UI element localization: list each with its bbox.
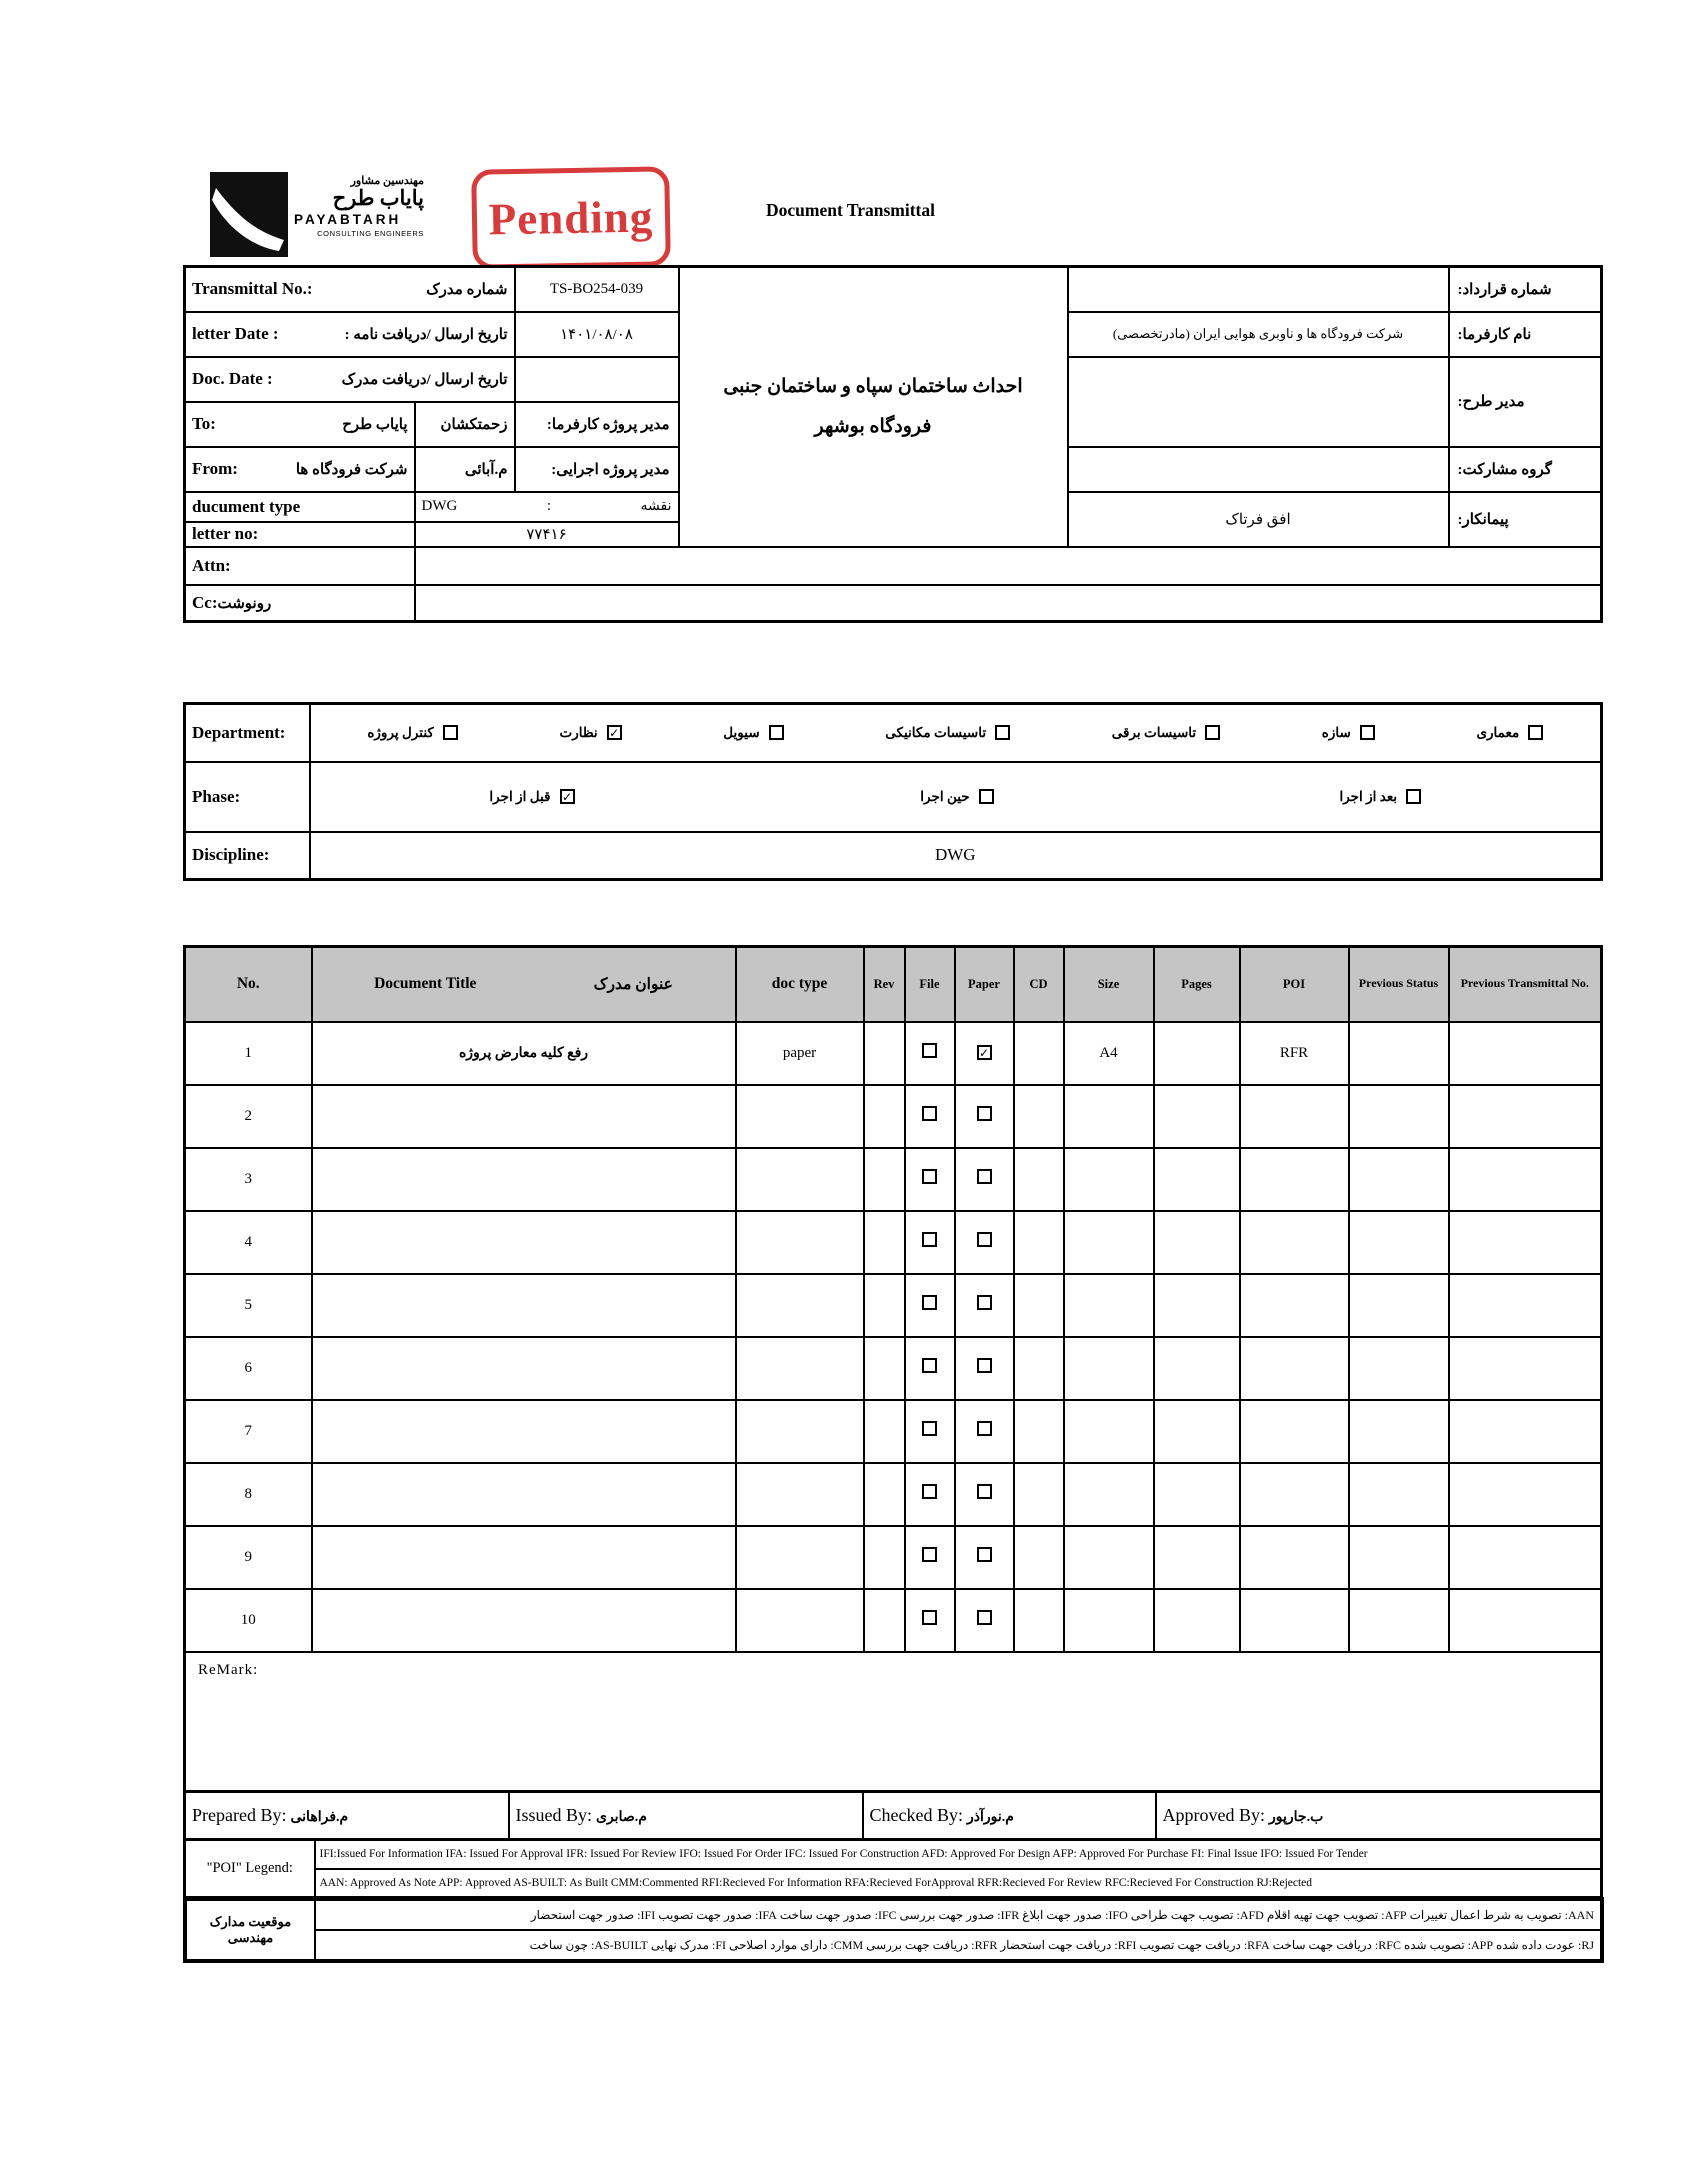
cell-file [905,1337,955,1400]
phase-option-label: حین اجرا [920,788,970,804]
cell-size [1064,1526,1154,1589]
cc-label: Cc: [192,592,218,612]
cell-size [1064,1274,1154,1337]
cell-paper [955,1085,1014,1148]
cell-pages [1154,1589,1240,1652]
poi-legend-table [183,1838,1603,1899]
table-row [185,1526,1602,1589]
logo-text [294,172,424,267]
cell-paper [955,1526,1014,1589]
table-row [185,1337,1602,1400]
cell-rev [864,1274,905,1337]
doc-date-value [515,357,679,402]
jv-group-label: گروه مشارکت: [1449,447,1602,492]
cell-rev [864,1589,905,1652]
cell-prev_status [1349,1274,1449,1337]
cell-size [1064,1337,1154,1400]
letter-date-value: ۱۴۰۱/۰۸/۰۸ [515,312,679,357]
to-cell [185,402,415,447]
doc-type-value-cell [415,492,679,522]
cell-size [1064,1589,1154,1652]
cell-prev_transmittal [1449,1148,1602,1211]
to-person: زحمتکشان [415,402,515,447]
cell-prev_status [1349,1085,1449,1148]
cell-no: 1 [185,1022,312,1085]
contract-no-value [1068,267,1449,312]
cell-prev_status [1349,1148,1449,1211]
department-option-label: معماری [1476,724,1520,740]
cc-value [415,585,1602,622]
phase-checkbox[interactable] [560,789,575,804]
cell-prev_transmittal [1449,1211,1602,1274]
contractor-value: افق فرتاک [1068,492,1449,547]
poi-legend-line1: IFI:Issued For Information IFA: Issued For Approval IFR: Issued For Review IFO: Issued For Order IFC: Issued For Construction AFD: Approved For Design AFP: Approved For Purchase FI: Final Issue IFO: Issued For Tender [315,1840,1602,1869]
cell-doc_type [736,1148,864,1211]
cell-no: 9 [185,1526,312,1589]
from-person: م.آبائی [415,447,515,492]
contract-no-label: شماره قرارداد: [1449,267,1602,312]
header-title-fa: عنوان مدرک [593,975,673,993]
cell-file [905,1463,955,1526]
department-option-label: تاسیسات مکانیکی [885,724,987,740]
file-checkbox[interactable] [922,1547,937,1562]
payabtarh-logo [210,172,510,267]
signature-table [183,1790,1603,1841]
fa-legend-label: موقعیت مدارک مهندسی [185,1899,315,1961]
cell-rev [864,1463,905,1526]
cell-paper [955,1337,1014,1400]
cell-paper [955,1022,1014,1085]
paper-checkbox[interactable] [977,1358,992,1373]
cell-prev_status [1349,1022,1449,1085]
header-previous-status: Previous Status [1349,947,1449,1022]
letter-date-label: letter Date : [192,324,279,343]
letter-no-label: letter no: [192,524,259,543]
department-option [885,725,1010,741]
cell-no: 10 [185,1589,312,1652]
cell-poi [1240,1589,1349,1652]
cell-rev [864,1211,905,1274]
cell-poi [1240,1400,1349,1463]
checked-by-cell [863,1792,1156,1840]
pending-stamp-text: Pending [488,191,654,245]
attn-label-cell [185,547,415,585]
phase-checkbox[interactable] [979,789,994,804]
logo-en-name: PAYABTARH [294,212,402,228]
doc-type-value: DWG [421,498,458,514]
paper-checkbox[interactable] [977,1106,992,1121]
phase-option [1339,789,1421,805]
project-title-line1: احداث ساختمان سپاه و ساختمان جنبی [723,375,1023,397]
cell-cd [1014,1148,1064,1211]
cell-prev_transmittal [1449,1022,1602,1085]
project-title-line2: فرودگاه بوشهر [814,415,932,437]
cell-rev [864,1337,905,1400]
cell-doc_type [736,1526,864,1589]
cell-cd [1014,1022,1064,1085]
jv-group-value [1068,447,1449,492]
cell-pages [1154,1337,1240,1400]
cell-poi [1240,1211,1349,1274]
department-option [1112,725,1220,741]
cell-size [1064,1211,1154,1274]
file-checkbox[interactable] [922,1169,937,1184]
table-row [185,1463,1602,1526]
phase-option-label: بعد از اجرا [1339,788,1398,804]
cell-no: 6 [185,1337,312,1400]
table-row [185,1022,1602,1085]
checked-by-value: م.نورآذر [966,1810,1014,1825]
cell-cd [1014,1211,1064,1274]
cell-poi [1240,1085,1349,1148]
page-title: Document Transmittal [766,200,935,220]
department-checkbox[interactable] [1528,725,1543,740]
department-option [559,725,621,741]
cell-file [905,1526,955,1589]
file-checkbox[interactable] [922,1358,937,1373]
client-name-label: نام کارفرما: [1449,312,1602,357]
cell-file [905,1400,955,1463]
cell-title [312,1463,736,1526]
department-label: Department: [185,704,310,762]
cell-rev [864,1400,905,1463]
doc-table-header-row [185,947,1602,1022]
remark-cell [185,1652,1602,1792]
header-poi: POI [1240,947,1349,1022]
header-previous-transmittal: Previous Transmittal No. [1449,947,1602,1022]
phase-option [489,789,574,805]
department-checkbox[interactable] [1360,725,1375,740]
discipline-value: DWG [310,832,1602,880]
to-value: پایاب طرح [342,416,408,433]
cell-no: 2 [185,1085,312,1148]
cell-file [905,1148,955,1211]
cell-title: رفع کلیه معارض پروژه [312,1022,736,1085]
fa-legend-line1: AAN: تصویب به شرط اعمال تغییرات AFP: تصویب جهت تهیه اقلام AFD: تصویب جهت طراحی IFO: صدور جهت ابلاغ IFR: صدور جهت بررسی IFC: صدور جهت ساخت IFA: صدور جهت تصویب IFI: صدور جهت استحضار [315,1899,1602,1930]
transmittal-no-label-cell [185,267,515,312]
cell-size: A4 [1064,1022,1154,1085]
cell-prev_status [1349,1526,1449,1589]
cell-pages [1154,1148,1240,1211]
cell-pages [1154,1085,1240,1148]
cell-rev [864,1022,905,1085]
transmittal-no-label: Transmittal No.: [192,279,313,299]
transmittal-info-table [183,265,1603,623]
cell-doc_type [736,1274,864,1337]
department-option-label: کنترل پروژه [367,724,434,740]
client-name-value: شرکت فرودگاه ها و ناوبری هوایی ایران (مادرتخصصی) [1068,312,1449,357]
phase-options-cell [310,762,1602,832]
header-no: No. [185,947,312,1022]
department-checkbox[interactable] [769,725,784,740]
cell-cd [1014,1400,1064,1463]
department-options-cell [310,704,1602,762]
cell-pages [1154,1211,1240,1274]
doc-date-label: Doc. Date : [192,369,273,388]
file-checkbox[interactable] [922,1043,937,1058]
cell-pages [1154,1022,1240,1085]
department-options [317,725,1595,741]
doc-type-label-cell [185,492,415,522]
poi-legend-label: "POI" Legend: [185,1840,315,1898]
cell-size [1064,1085,1154,1148]
header-file: File [905,947,955,1022]
department-option-label: نظارت [559,724,598,740]
cell-title [312,1085,736,1148]
header-document-title [312,947,736,1022]
phase-checkbox[interactable] [1406,789,1421,804]
department-option-label: تاسیسات برقی [1111,724,1197,740]
cell-prev_transmittal [1449,1589,1602,1652]
to-label: To: [192,414,216,433]
cell-prev_status [1349,1211,1449,1274]
cell-file [905,1274,955,1337]
cell-rev [864,1085,905,1148]
issued-by-value: م.صابری [596,1810,647,1825]
cell-prev_transmittal [1449,1337,1602,1400]
cell-prev_status [1349,1463,1449,1526]
table-row [185,1400,1602,1463]
letter-date-label-fa: تاریخ ارسال /دریافت نامه : [344,326,508,343]
phase-label: Phase: [185,762,310,832]
department-option [1476,725,1543,741]
cell-rev [864,1526,905,1589]
poi-legend-line2: AAN: Approved As Note APP: Approved AS-BUILT: As Built CMM:Commented RFI:Recieved For Information RFA:Recieved ForApproval RFR:Recieved For Review RFC:Recieved For Construction RJ:Rejected [315,1869,1602,1898]
department-option-label: سازه [1321,724,1351,740]
cell-doc_type [736,1085,864,1148]
cell-poi [1240,1526,1349,1589]
table-row [185,1274,1602,1337]
phase-options [317,789,1595,805]
paper-checkbox[interactable] [977,1484,992,1499]
attn-label: Attn: [192,555,231,575]
department-option [1322,725,1375,741]
cell-paper [955,1148,1014,1211]
classification-table [183,702,1603,881]
cell-prev_status [1349,1589,1449,1652]
department-option-label: سیویل [723,724,760,740]
to-role-label: مدیر پروژه کارفرما: [515,402,679,447]
file-checkbox[interactable] [922,1484,937,1499]
discipline-label: Discipline: [185,832,310,880]
paper-checkbox[interactable] [977,1547,992,1562]
cell-file [905,1211,955,1274]
cell-pages [1154,1400,1240,1463]
letter-no-label-cell [185,522,415,547]
cell-file [905,1085,955,1148]
paper-checkbox[interactable] [977,1421,992,1436]
cell-cd [1014,1085,1064,1148]
header-pages: Pages [1154,947,1240,1022]
prepared-by-cell [185,1792,509,1840]
phase-option-label: قبل از اجرا [489,788,551,804]
cell-poi: RFR [1240,1022,1349,1085]
department-option [367,725,458,741]
doc-type-colon: : [546,498,551,514]
cell-paper [955,1274,1014,1337]
logo-fa-name: پایاب طرح [332,186,424,210]
file-checkbox[interactable] [922,1106,937,1121]
cell-size [1064,1463,1154,1526]
cell-no: 8 [185,1463,312,1526]
cc-label-cell [185,585,415,622]
cell-paper [955,1463,1014,1526]
header-doc-type: doc type [736,947,864,1022]
cell-no: 7 [185,1400,312,1463]
project-title-cell [679,267,1068,547]
cell-doc_type [736,1463,864,1526]
cell-paper [955,1211,1014,1274]
remark-label: ReMark: [198,1661,259,1678]
cell-paper [955,1400,1014,1463]
cell-cd [1014,1589,1064,1652]
cell-title [312,1211,736,1274]
cell-doc_type: paper [736,1022,864,1085]
approved-by-cell [1156,1792,1602,1840]
cell-title [312,1400,736,1463]
cell-doc_type [736,1589,864,1652]
file-checkbox[interactable] [922,1610,937,1625]
cell-prev_status [1349,1337,1449,1400]
cell-prev_transmittal [1449,1400,1602,1463]
cell-poi [1240,1463,1349,1526]
paper-checkbox[interactable] [977,1295,992,1310]
cell-file [905,1589,955,1652]
cell-size [1064,1400,1154,1463]
cell-title [312,1526,736,1589]
cell-no: 3 [185,1148,312,1211]
design-manager-label: مدیر طرح: [1449,357,1602,447]
cell-doc_type [736,1211,864,1274]
cell-file [905,1022,955,1085]
header-paper: Paper [955,947,1014,1022]
file-checkbox[interactable] [922,1232,937,1247]
cell-cd [1014,1526,1064,1589]
file-checkbox[interactable] [922,1295,937,1310]
prepared-by-label: Prepared By: [192,1805,287,1825]
logo-fa-tagline: مهندسین مشاور [350,175,424,187]
cell-title [312,1589,736,1652]
cell-size [1064,1148,1154,1211]
document-list-table [183,945,1603,1793]
cell-cd [1014,1337,1064,1400]
cell-poi [1240,1148,1349,1211]
doc-type-fa: نقشه [640,499,672,514]
logo-en-subtitle: CONSULTING ENGINEERS [317,229,424,239]
table-row [185,1085,1602,1148]
cell-prev_status [1349,1400,1449,1463]
cell-cd [1014,1463,1064,1526]
cell-doc_type [736,1400,864,1463]
department-checkbox[interactable] [607,725,622,740]
department-checkbox[interactable] [1205,725,1220,740]
table-row [185,1589,1602,1652]
doc-date-label-cell [185,357,515,402]
department-option [723,725,783,741]
letter-date-label-cell [185,312,515,357]
from-cell [185,447,415,492]
cell-title [312,1148,736,1211]
approved-by-value: ب.جارپور [1269,1810,1324,1825]
cell-no: 5 [185,1274,312,1337]
contractor-label: پیمانکار: [1449,492,1602,547]
cell-title [312,1337,736,1400]
issued-by-label: Issued By: [515,1805,592,1825]
logo-swoosh-icon [210,172,288,257]
from-label: From: [192,459,238,478]
issued-by-cell [509,1792,863,1840]
paper-checkbox[interactable] [977,1610,992,1625]
doc-date-label-fa: تاریخ ارسال /دریافت مدرک [341,371,508,388]
design-manager-value [1068,357,1449,447]
cell-paper [955,1589,1014,1652]
cell-prev_transmittal [1449,1085,1602,1148]
paper-checkbox[interactable] [977,1045,992,1060]
fa-legend-table [183,1897,1604,1963]
cell-pages [1154,1274,1240,1337]
attn-value [415,547,1602,585]
cell-prev_transmittal [1449,1526,1602,1589]
header-size: Size [1064,947,1154,1022]
checked-by-label: Checked By: [869,1805,963,1825]
file-checkbox[interactable] [922,1421,937,1436]
paper-checkbox[interactable] [977,1169,992,1184]
cell-pages [1154,1463,1240,1526]
transmittal-no-value: TS-BO254-039 [515,267,679,312]
cell-doc_type [736,1337,864,1400]
table-row [185,1148,1602,1211]
cell-poi [1240,1337,1349,1400]
header-rev: Rev [864,947,905,1022]
letter-no-value: ۷۷۴۱۶ [415,522,679,547]
cc-label-fa: رونوشت [217,595,272,612]
transmittal-no-label-fa: شماره مدرک [426,281,508,298]
cell-cd [1014,1274,1064,1337]
doc-type-label: ducument type [192,496,301,516]
header-cd: CD [1014,947,1064,1022]
from-value: شرکت فرودگاه ها [295,461,408,478]
paper-checkbox[interactable] [977,1232,992,1247]
cell-prev_transmittal [1449,1463,1602,1526]
cell-poi [1240,1274,1349,1337]
cell-no: 4 [185,1211,312,1274]
approved-by-label: Approved By: [1162,1805,1265,1825]
cell-pages [1154,1526,1240,1589]
cell-rev [864,1148,905,1211]
department-checkbox[interactable] [443,725,458,740]
cell-title [312,1274,736,1337]
phase-option [920,789,993,805]
fa-legend-line2: RJ: عودت داده شده APP: تصویب شده RFC: دریافت جهت ساخت RFA: دریافت جهت تصویب RFI: دریافت جهت استحضار RFR: دریافت جهت بررسی CMM: دارای موارد اصلاحی FI: مدرک نهایی AS-BUILT: چون ساخت [315,1930,1602,1961]
header-title-en: Document Title [374,975,477,993]
prepared-by-value: م.فراهانی [290,1810,349,1825]
department-checkbox[interactable] [995,725,1010,740]
cell-prev_transmittal [1449,1274,1602,1337]
from-role-label: مدیر پروژه اجرایی: [515,447,679,492]
table-row [185,1211,1602,1274]
pending-stamp [471,166,671,269]
